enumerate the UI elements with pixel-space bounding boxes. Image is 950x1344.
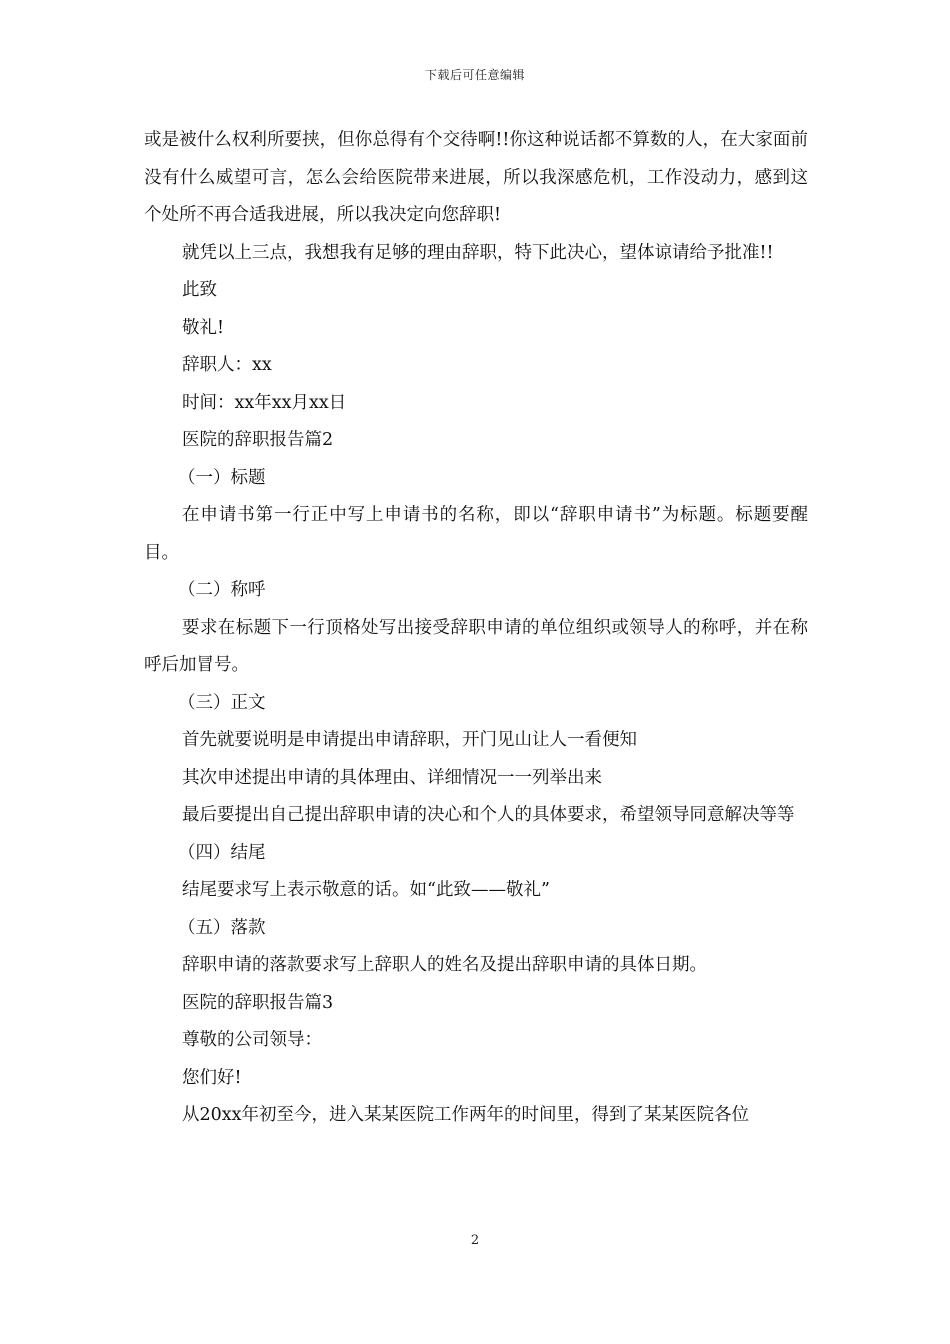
page-header-note: 下载后可任意编辑 — [424, 68, 525, 82]
subheading-signature: （五）落款 — [178, 917, 266, 938]
paragraph-body-1: 首先就要说明是申请提出申请辞职，开门见山让人一看便知 — [182, 730, 637, 750]
paragraph-1: 或是被什么权利所要挟，但你总得有个交待啊!!你这种说话都不算数的人，在大家面前没有什么威望可言，怎么会给医院带来进展，所以我深感危机，工作没动力，感到这个处所不再合适我进展，所以我决定向您辞职! — [144, 130, 808, 225]
letter-hello: 您们好! — [182, 1067, 242, 1088]
closing-salutation: 此致 — [182, 280, 217, 300]
paragraph-title-desc: 在申请书第一行正中写上申请书的名称，即以“辞职申请书”为标题。标题要醒目。 — [144, 505, 808, 563]
document-body — [144, 122, 808, 1135]
paragraph-body-3: 最后要提出自己提出辞职申请的决心和个人的具体要求，希望领导同意解决等等 — [182, 805, 795, 825]
paragraph-address-desc: 要求在标题下一行顶格处写出接受辞职申请的单位组织或领导人的称呼，并在称呼后加冒号。 — [144, 617, 808, 675]
closing-regards: 敬礼! — [182, 317, 225, 338]
paragraph-2: 就凭以上三点，我想我有足够的理由辞职，特下此决心，望体谅请给予批准!! — [182, 242, 774, 263]
paragraph-signature-desc: 辞职申请的落款要求写上辞职人的姓名及提出辞职申请的具体日期。 — [182, 955, 707, 975]
paragraph-ending-desc: 结尾要求写上表示敬意的话。如“此致——敬礼” — [182, 880, 550, 900]
subheading-title: （一）标题 — [178, 467, 266, 488]
section-title-2: 医院的辞职报告篇2 — [182, 430, 334, 450]
subheading-body: （三）正文 — [178, 692, 266, 713]
paragraph-body-2: 其次申述提出申请的具体理由、详细情况一一列举出来 — [182, 767, 602, 788]
resigner-line: 辞职人：xx — [182, 355, 272, 375]
section-title-3: 医院的辞职报告篇3 — [182, 992, 334, 1013]
page-number: 2 — [470, 1233, 480, 1248]
date-line: 时间：xx年xx月xx日 — [182, 392, 347, 413]
letter-body-start: 从20xx年初至今，进入某某医院工作两年的时间里，得到了某某医院各位 — [182, 1105, 750, 1125]
subheading-address: （二）称呼 — [178, 580, 266, 600]
subheading-ending: （四）结尾 — [178, 842, 266, 863]
letter-greeting: 尊敬的公司领导： — [182, 1030, 322, 1050]
